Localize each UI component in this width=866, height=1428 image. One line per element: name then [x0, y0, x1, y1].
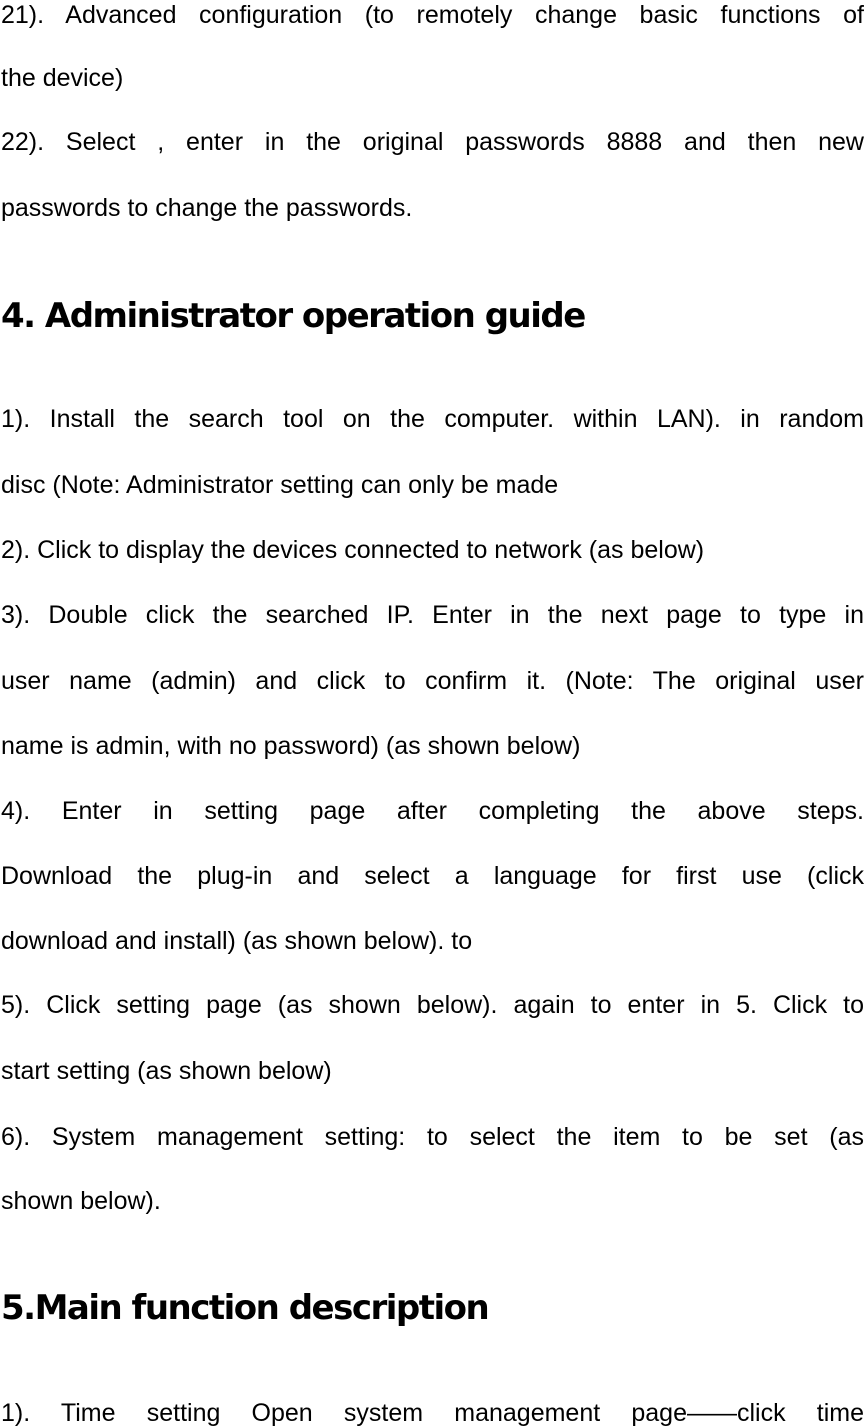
text-line-step-6: 6). System management setting: to select the item to be set (as [1, 1123, 864, 1151]
text-line-step-1-cont: disc (Note: Administrator setting can only be made [1, 471, 559, 499]
text-line-step-3-cont2: name is admin, with no password) (as shown below) [1, 732, 581, 760]
text-line-21: 21). Advanced configuration (to remotely change basic functions of [1, 1, 864, 29]
text-line-step-6-cont: shown below). [1, 1187, 161, 1215]
text-line-22-cont: passwords to change the passwords. [1, 194, 413, 222]
text-line-step-2: 2). Click to display the devices connected to network (as below) [1, 536, 705, 564]
text-line-step-5-cont: start setting (as shown below) [1, 1057, 332, 1085]
text-line-22: 22). Select , enter in the original passwords 8888 and then new [1, 128, 864, 156]
text-line-step-5: 5). Click setting page (as shown below). again to enter in 5. Click to [1, 991, 864, 1019]
text-line-step-3-cont: user name (admin) and click to confirm it. (Note: The original user [1, 667, 864, 695]
text-line-step-3: 3). Double click the searched IP. Enter in the next page to type in [1, 601, 864, 629]
section-heading-main-function: 5.Main function description [1, 1288, 489, 1328]
text-line-step-4-cont: Download the plug-in and select a language for first use (click [1, 862, 864, 890]
section-heading-administrator-guide: 4. Administrator operation guide [1, 296, 585, 336]
text-line-step-1: 1). Install the search tool on the computer. within LAN). in random [1, 405, 864, 433]
text-line-time-setting: 1). Time setting Open system management page——click time [1, 1399, 864, 1427]
text-line-21-cont: the device) [1, 64, 124, 92]
text-line-step-4: 4). Enter in setting page after completing the above steps. [1, 797, 864, 825]
text-line-step-4-cont2: download and install) (as shown below). to [1, 927, 473, 955]
